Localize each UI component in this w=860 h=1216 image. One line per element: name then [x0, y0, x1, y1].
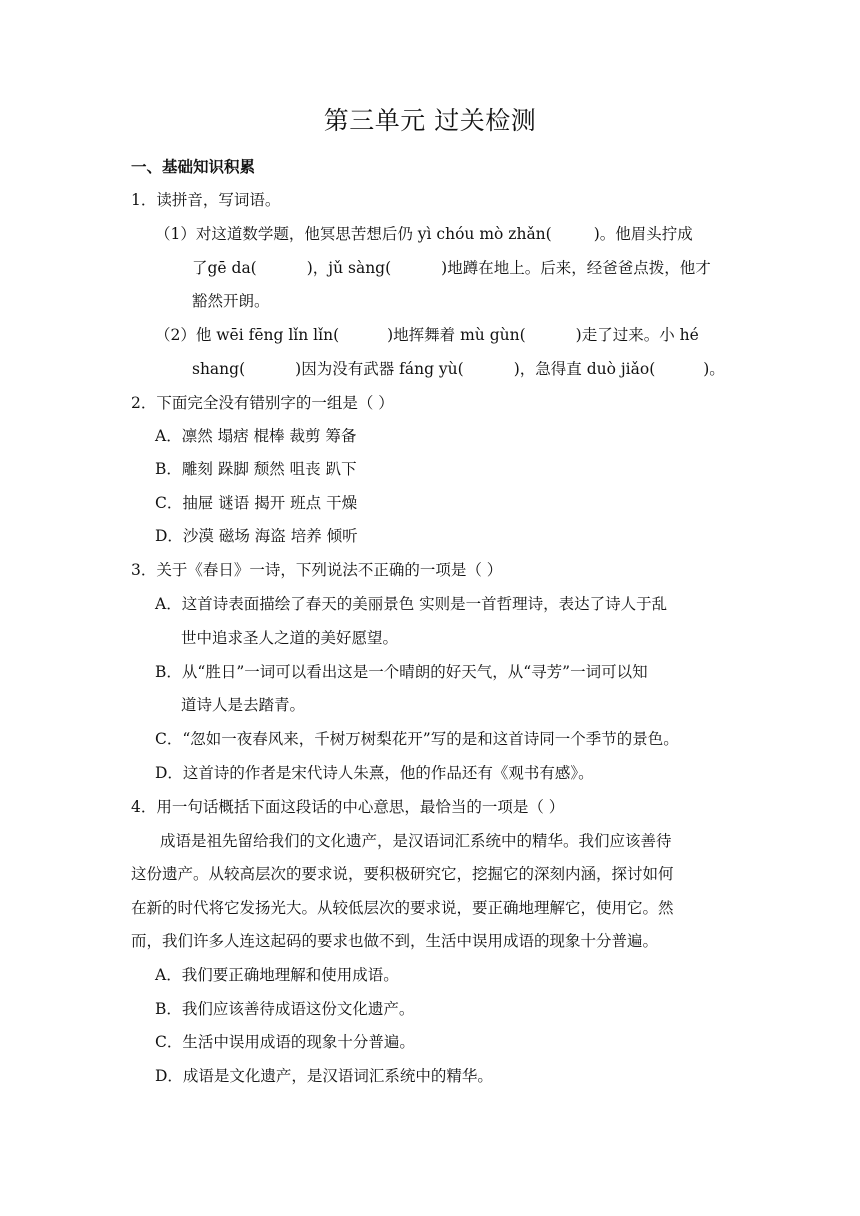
question-4-option-a[interactable]: A．我们要正确地理解和使用成语。 [155, 966, 399, 984]
question-4-option-c[interactable]: C．生活中误用成语的现象十分普遍。 [155, 1033, 415, 1051]
question-2-stem: 2．下面完全没有错别字的一组是（ ） [131, 394, 394, 412]
question-4-option-b[interactable]: B．我们应该善待成语这份文化遗产。 [155, 1000, 415, 1018]
question-3-option-c[interactable]: C．“忽如一夜春风来，千树万树梨花开”写的是和这首诗同一个季节的景色。 [155, 730, 679, 748]
question-2-option-a[interactable]: A．凛然 塌痞 棍棒 裁剪 筹备 [155, 427, 357, 445]
question-3-option-a[interactable]: A．这首诗表面描绘了春天的美丽景色 实则是一首哲理诗，表达了诗人于乱 [155, 595, 668, 613]
question-3-option-b-continued: 道诗人是去踏青。 [181, 696, 306, 714]
question-4-option-d[interactable]: D．成语是文化遗产，是汉语词汇系统中的精华。 [155, 1067, 493, 1085]
question-1-part-2-line-2 [192, 357, 725, 381]
section-heading: 一、基础知识积累 [131, 158, 256, 176]
text-segment: )因为没有武器 fáng yù( [295, 360, 464, 378]
text-segment: )，急得直 duò jiǎo( [513, 360, 656, 378]
question-4-passage-line-3: 在新的时代将它发扬光大。从较低层次的要求说，要正确地理解它，使用它。然 [131, 899, 674, 917]
text-segment: （2）他 wēi fēng lǐn lǐn( [155, 326, 340, 344]
text-segment: )。 [703, 360, 725, 378]
question-1-part-1-line-1 [155, 222, 693, 246]
question-4-passage-line-1: 成语是祖先留给我们的文化遗产，是汉语词汇系统中的精华。我们应该善待 [160, 832, 672, 850]
question-4-passage-line-4: 而，我们许多人连这起码的要求也做不到，生活中误用成语的现象十分普遍。 [131, 932, 659, 950]
question-3-option-a-continued: 世中追求圣人之道的美好愿望。 [181, 629, 399, 647]
text-segment: )地蹲在地上。后来，经爸爸点拨，他才 [441, 259, 711, 277]
question-1-stem: 1．读拼音，写词语。 [131, 191, 281, 209]
question-3-option-b[interactable]: B．从“胜日”一词可以看出这是一个晴朗的好天气，从“寻芳”一词可以知 [155, 663, 648, 681]
text-segment: )，jǔ sàng( [306, 259, 392, 277]
text-segment: （1）对这道数学题，他冥思苦想后仍 yì chóu mò zhǎn( [155, 225, 552, 243]
text-segment: )地挥舞着 mù gùn( [387, 326, 526, 344]
text-segment: )走了过来。小 hé [575, 326, 699, 344]
question-3-option-d[interactable]: D．这首诗的作者是宋代诗人朱熹，他的作品还有《观书有感》。 [155, 764, 594, 782]
question-1-part-1-line-3: 豁然开朗。 [192, 292, 270, 310]
question-3-stem: 3．关于《春日》一诗，下列说法不正确的一项是（ ） [131, 561, 503, 579]
text-segment: shang( [192, 360, 246, 378]
question-4-passage-line-2: 这份遗产。从较高层次的要求说，要积极研究它，挖掘它的深刻内涵，探讨如何 [131, 865, 674, 883]
question-2-option-d[interactable]: D．沙漠 磁场 海盗 培养 倾听 [155, 527, 358, 545]
page-title: 第三单元 过关检测 [323, 106, 537, 135]
question-1-part-2-line-1 [155, 323, 699, 347]
question-1-part-1-line-2 [192, 256, 711, 280]
text-segment: 了gē da( [192, 259, 257, 277]
text-segment: )。他眉头拧成 [593, 225, 693, 243]
question-4-stem: 4．用一句话概括下面这段话的中心意思，最恰当的一项是（ ） [131, 798, 565, 816]
question-2-option-c[interactable]: C．抽屉 谜语 揭开 班点 干燥 [155, 494, 358, 512]
question-2-option-b[interactable]: B．雕刻 跺脚 颓然 咀丧 趴下 [155, 460, 357, 478]
